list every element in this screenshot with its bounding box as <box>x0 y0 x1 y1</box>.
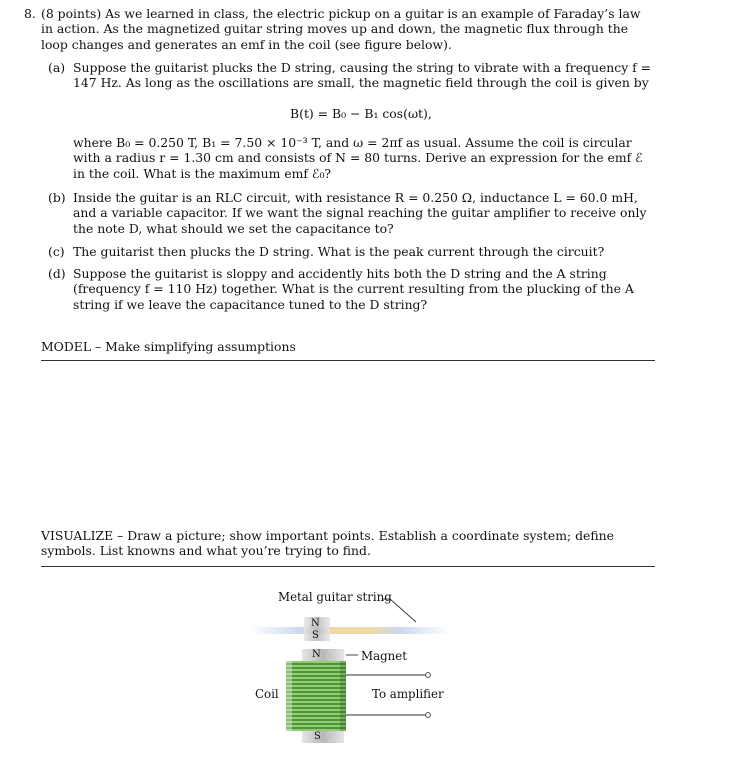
pole-s-magnet: S <box>314 731 321 742</box>
part-a-text-2: where B₀ = 0.250 T, B₁ = 7.50 × 10⁻³ T, and ω = 2πf as usual. Assume the coil is circular with a radius r = 1.30 cm and consists of N = 80 turns. Derive an expression for the emf ℰ in the coil. What is the maximum emf ℰ₀? <box>73 135 643 181</box>
string-label: Metal guitar string <box>278 590 392 604</box>
visualize-heading: VISUALIZE – Draw a picture; show important points. Establish a coordinate system; define symbols. List knowns and what you’re trying to find. <box>41 528 614 559</box>
pickup-diagram <box>240 585 480 765</box>
pickup-figure <box>240 585 480 765</box>
part-d-text: Suppose the guitarist is sloppy and accidently hits both the D string and the A string (frequency f = 110 Hz) together. What is the current resulting from the plucking of the A string if we leave the capacitance tuned to the D string? <box>73 266 634 312</box>
model-heading: MODEL – Make simplifying assumptions <box>41 339 296 354</box>
pole-n-magnet: N <box>312 649 321 660</box>
part-a-equation: B(t) = B₀ − B₁ cos(ωt), <box>290 106 432 121</box>
part-b-label: (b) <box>48 190 66 205</box>
pole-n-top: N <box>311 618 320 629</box>
string-label-pointer <box>390 599 416 622</box>
coil-label: Coil <box>255 687 279 701</box>
model-answer-line <box>41 360 655 361</box>
question-number: 8. <box>24 6 36 21</box>
magnet-body <box>302 649 344 661</box>
visualize-answer-line <box>41 566 655 567</box>
part-b-text: Inside the guitar is an RLC circuit, with resistance R = 0.250 Ω, inductance L = 60.0 mH, and a variable capacitor. If we want the signal reaching the guitar amplifier to receive only the note D, what should we set the capacitance to? <box>73 190 647 236</box>
pole-s-top: S <box>312 630 319 641</box>
question-intro: (8 points) As we learned in class, the electric pickup on a guitar is an example of Faraday’s law in action. As the magnetized guitar string moves up and down, the magnetic flux through the loop changes and generates an emf in the coil (see figure below). <box>41 6 641 52</box>
part-a-text-1: Suppose the guitarist plucks the D string, causing the string to vibrate with a frequency f = 147 Hz. As long as the oscillations are small, the magnetic field through the coil is given by <box>73 60 652 91</box>
part-d-label: (d) <box>48 266 66 281</box>
part-c-text: The guitarist then plucks the D string. What is the peak current through the circuit? <box>73 244 605 259</box>
amplifier-label: To amplifier <box>372 687 444 701</box>
part-a-label: (a) <box>48 60 66 75</box>
guitar-string <box>250 627 450 634</box>
magnet-label: Magnet <box>361 649 407 663</box>
part-c-label: (c) <box>48 244 65 259</box>
